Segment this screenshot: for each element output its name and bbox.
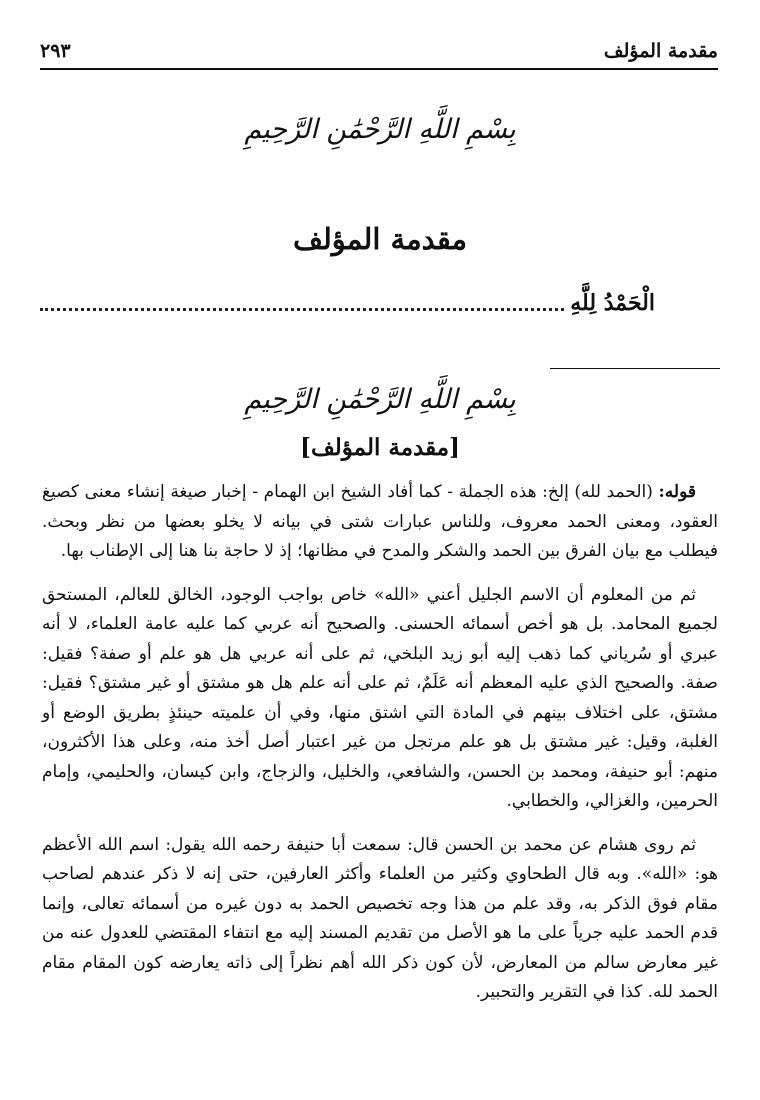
matn-basmala: بِسْمِ اللَّهِ الرَّحْمَٰنِ الرَّحِيمِ [244,114,516,145]
commentary-basmala: بِسْمِ اللَّهِ الرَّحْمَٰنِ الرَّحِيمِ [244,384,516,415]
commentary-paragraph: ثم روى هشام عن محمد بن الحسن قال: سمعت أبا حنيفة رحمه الله يقول: اسم الله الأعظم هو: «الله». وبه قال الطحاوي وكثير من العلماء وأكثر العارفين، حتى إنه لا ذكر عندهم لصاحب مقام فوق الذكر به، وقد علم من هذا وجه تخصيص الحمد به دون غيره من أسمائه تعالى، وإنما قدم الحمد عليه جرياً على ما هو الأصل من تقديم المسند إليه مع انتفاء المقتضي للعدول عنه من غير معارض سالم من المعارض، لأن كون ذكر الله أهم نظراً إلى ذاته يعارضه كون المقام مقام الحمد لله. كذا في التقرير والتحبير. [42,834,718,1002]
matn-line [40,290,655,316]
commentary-body [42,478,718,1008]
commentary-paragraph [42,478,718,567]
running-head: مقدمة المؤلف [603,40,718,62]
footnote-separator [550,368,720,369]
paragraph-text: (الحمد لله) إلخ: هذه الجملة - كما أفاد الشيخ ابن الهمام - إخبار صيغة إنشاء معنى كصيغ العقود، ومعنى الحمد معروف، وللناس عبارات شتى في بيانه لا يخلو بعضها من نظر وبحث. فيطلب مع بيان الفرق بين الحمد والشكر والمدح في مظانها؛ إذ لا حاجة بنا هنا إلى الإطناب بها. [42,482,718,561]
page-title: مقدمة المؤلف [292,222,468,256]
commentary-paragraph: ثم من المعلوم أن الاسم الجليل أعني «الله» خاص بواجب الوجود، الخالق للعالم، المستحق لجميع المحامد. بل هو أخص أسمائه الحسنى. والصحيح أنه عربي كما عليه عامة العلماء، لا أنه عبري أو سُرياني كما ذهب إليه أبو زيد البلخي، ثم على أنه عربي هل هو علم أو صفة؟ فقيل: صفة. والصحيح الذي عليه المعظم أنه عَلَمٌ، ثم على أنه علم هل هو مشتق أو غير مشتق؟ فقيل: مشتق، على اختلاف بينهم في المادة التي اشتق منها، وفي أن علميته حينئذٍ بطريق الوضع أو الغلبة، وقيل: غير مشتق بل هو علم مرتجل من غير اعتبار أصل أخذ منه، وعلى هذا الأكثرون، منهم: أبو حنيفة، ومحمد بن الحسن، والشافعي، والخليل، والزجاج، وابن كيسان، والحليمي، وإمام الحرمين، والغزالي، والخطابي. [42,584,718,811]
matn-text: الْحَمْدُ لِلَّهِ [570,290,655,316]
section-title: [مقدمة المؤلف] [300,434,460,461]
lead-label: قوله: [658,482,696,502]
dotted-leader [40,308,564,311]
page-number: ٢٩٣ [40,40,71,62]
page-header [40,34,718,70]
